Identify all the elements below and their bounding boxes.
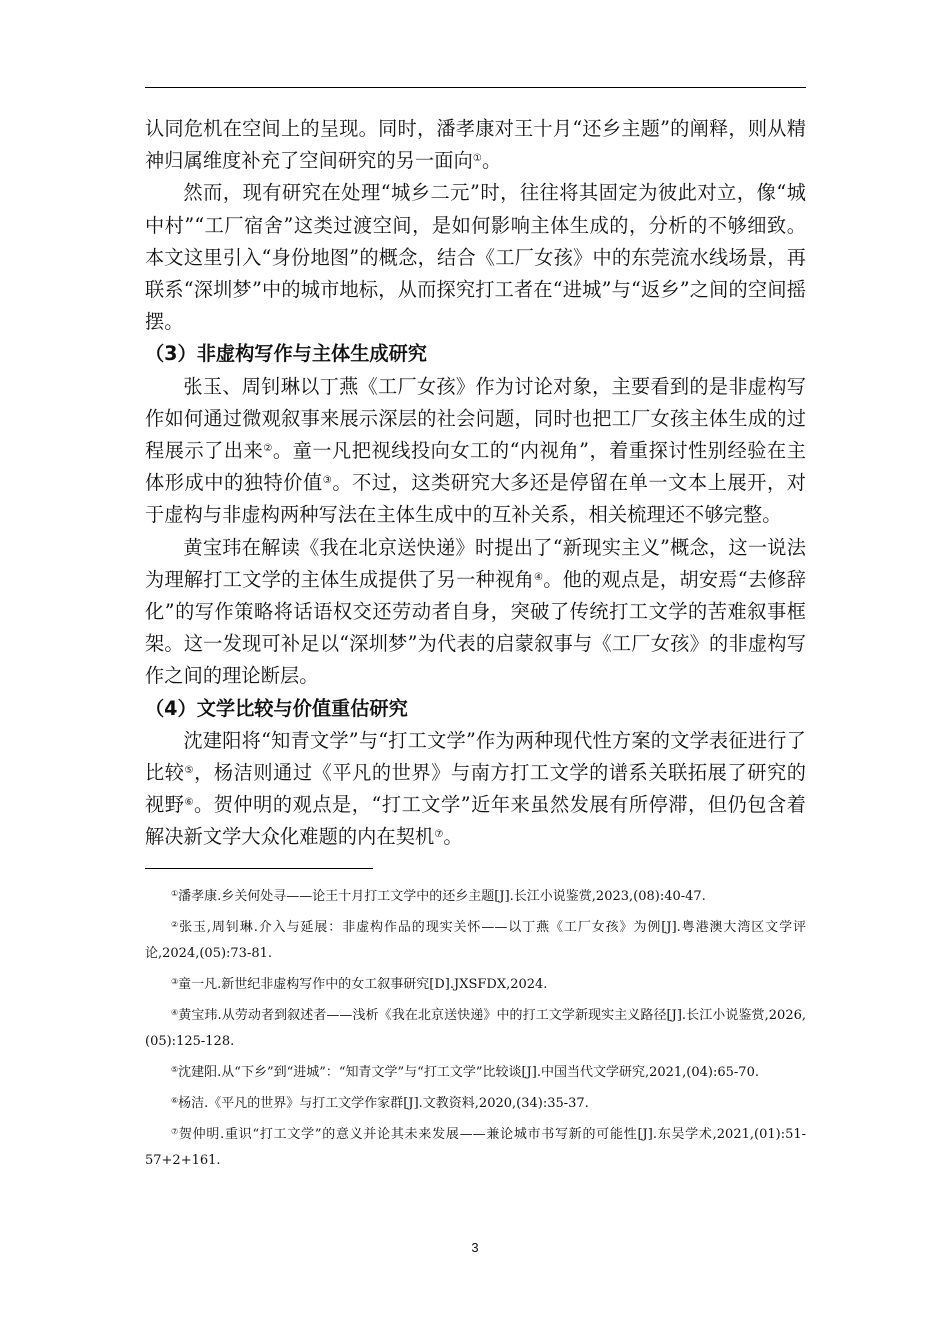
footnote-mark: ⑦ [171,1127,179,1136]
footnote-mark: ② [171,920,180,929]
footnote-text: 杨洁.《平凡的世界》与打工文学作家群[J].文教资料,2020,(34):35-37. [178,1096,589,1111]
text-run: ，杨洁则通过《平凡的世界》与南方打工文学的谱系关联拓展了研究的视野 [145,761,806,817]
body-paragraph [145,371,806,532]
footnote-mark: ⑥ [171,1096,179,1105]
header-rule [145,87,806,88]
text-run: 。贺仲明的观点是，“打工文学”近年来虽然发展有所停滞，但仍包含着解决新文学大众化难题的内在契机 [145,793,806,849]
text-run: 。 [481,149,502,173]
text-run: 黄宝玮在解读《我在北京送快递》时提出了“新现实主义”概念，这一说法为理解打工文学的主体生成提供了另一种视角 [145,535,806,591]
text-run: 沈建阳将“知青文学”与“打工文学”作为两种现代性方案的文学表征进行了比较 [145,728,806,785]
footnotes [145,884,806,1179]
body-paragraph [145,113,806,177]
footnote-mark: ④ [171,1008,179,1017]
text-run: 认同危机在空间上的呈现。同时，潘孝康对王十月“还乡主题”的阐释，则从精神归属维度补充了空间研究的另一面向 [145,117,806,173]
text-run: 。不过，这类研究大多还是停留在单一文本上展开，对于虚构与非虚构两种写法在主体生成中的互补关系，相关梳理还不够完整。 [145,471,806,527]
footnote-mark: ③ [171,977,179,986]
footnote-mark: ① [171,889,179,898]
footnote-ref: ② [263,443,273,455]
footnote-text: 沈建阳.从“下乡”到“进城”：“知青文学”与“打工文学”比较谈[J].中国当代文学研究,2021,(04):65-70. [178,1065,759,1080]
footnote [145,1003,806,1055]
footnote-ref: ⑥ [184,797,194,809]
text-run: 张玉、周钊琳以丁燕《工厂女孩》作为讨论对象，主要看到的是非虚构写作如何通过微观叙事来展示深层的社会问题，同时也把工厂女孩主体生成的过程展示了出来 [145,374,806,463]
footnote-text: 贺仲明.重识“打工文学”的意义并论其未来发展——兼论城市书写新的可能性[J].东吴学术,2021,(01):51-57+2+161. [145,1127,807,1168]
footnote-separator [145,868,373,869]
text-run: 然而，现有研究在处理“城乡二元”时，往往将其固定为彼此对立，像“城中村”“工厂宿舍”这类过渡空间，是如何影响主体生成的，分析的不够细致。本文这里引入“身份地图”的概念，结合《工厂女孩》中的东莞流水线场景，再联系“深圳梦”中的城市地标，从而探究打工者在“进城”与“返乡”之间的空间摇摆。 [145,181,806,334]
footnote [145,1122,806,1174]
footnote [145,1060,806,1086]
body-paragraph [145,532,806,693]
footnote-text: 黄宝玮.从劳动者到叙述者——浅析《我在北京送快递》中的打工文学新现实主义路径[J].长江小说鉴赏,2026,(05):125-128. [145,1008,806,1049]
footnote-mark: ⑤ [171,1065,179,1074]
body-paragraph [145,725,806,854]
footnote-ref: ⑦ [434,829,444,841]
body-paragraph [145,177,806,338]
page-number: 3 [471,1240,479,1255]
text-run: 。他的观点是，胡安焉“去修辞化”的写作策略将话语权交还劳动者自身，突破了传统打工文学的苦难叙事框架。这一发现可补足以“深圳梦”为代表的启蒙叙事与《工厂女孩》的非虚构写作之间的理论断层。 [145,567,806,688]
footnote-ref: ③ [322,475,333,487]
footnote [145,972,806,998]
footnote-text: 张玉,周钊琳.介入与延展：非虚构作品的现实关怀——以丁燕《工厂女孩》为例[J].粤港澳大湾区文学评论,2024,(05):73-81. [145,920,806,961]
footnote-text: 童一凡.新世纪非虚构写作中的女工叙事研究[D].JXSFDX,2024. [178,977,548,992]
section-heading: （4）文学比较与价值重估研究 [145,696,408,720]
footnote-ref: ⑤ [184,765,195,777]
text-run: 。童一凡把视线投向女工的“内视角”，着重探讨性别经验在主体形成中的独特价值 [145,439,806,495]
body-text [145,113,806,854]
footnote [145,884,806,910]
footnote-text: 潘孝康.乡关何处寻——论王十月打工文学中的还乡主题[J].长江小说鉴赏,2023,(08):40-47. [178,889,706,904]
text-run: 。 [443,825,463,849]
footnote-ref: ④ [534,571,544,583]
footnote [145,1091,806,1117]
section-heading: （3）非虚构写作与主体生成研究 [145,342,427,366]
footnote-ref: ① [472,153,482,165]
footnote [145,915,806,967]
